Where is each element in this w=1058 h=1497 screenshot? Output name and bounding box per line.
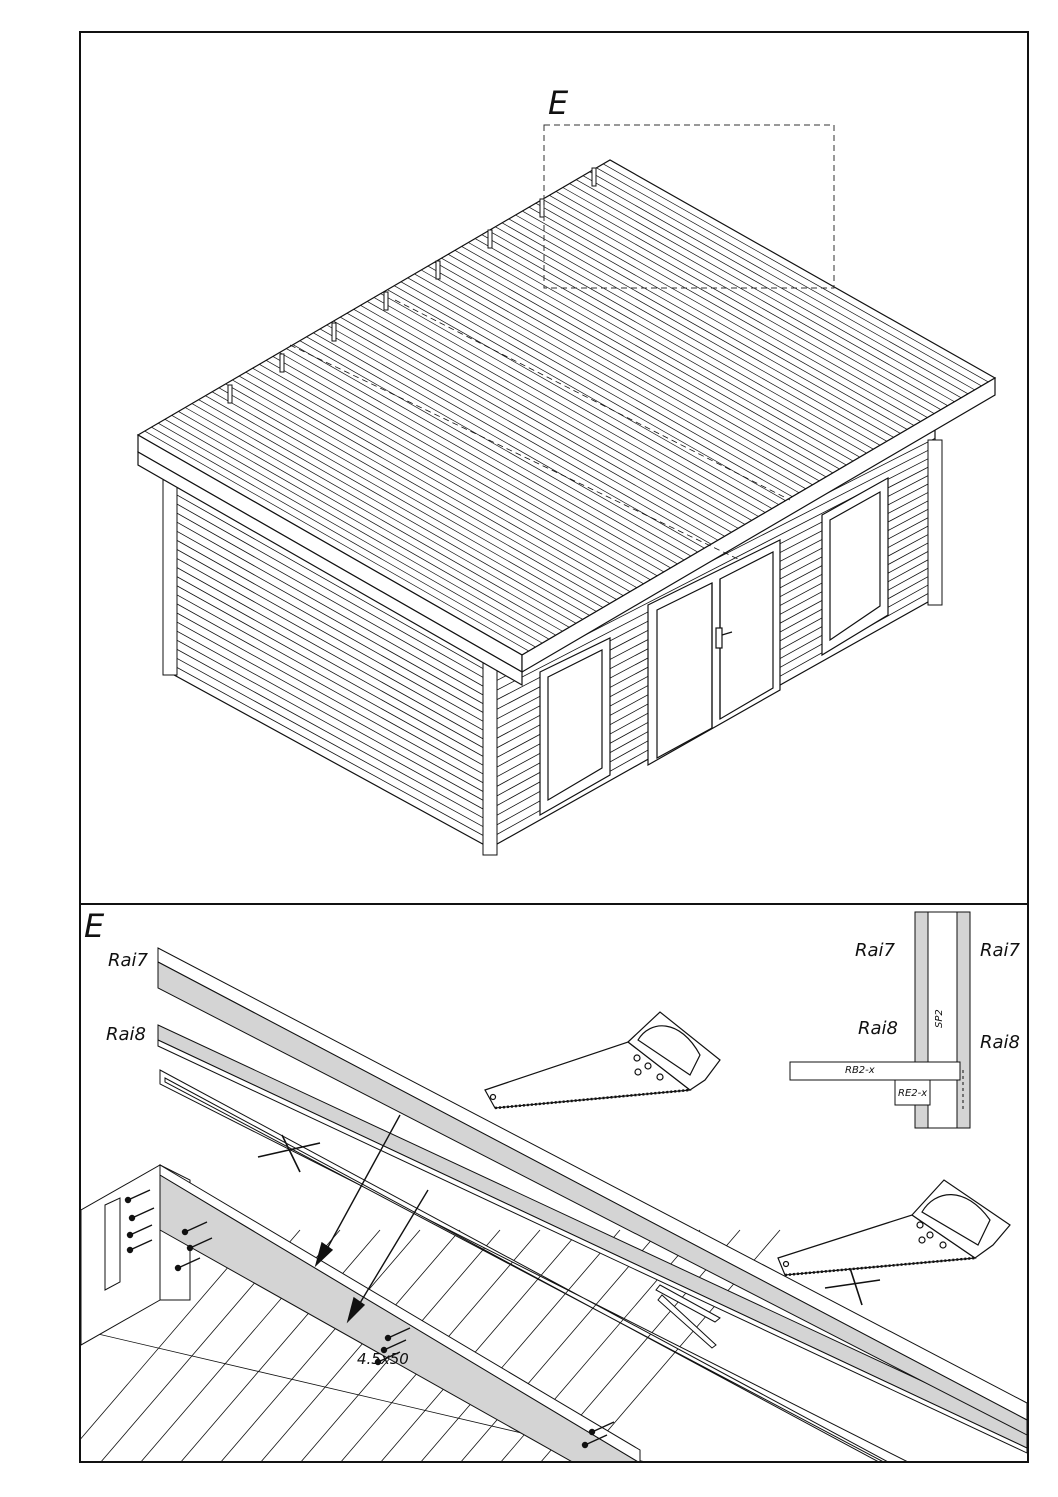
section-label-rai8-right: Rai8 [980, 1032, 1020, 1053]
saw-icon [778, 1180, 1010, 1275]
label-rai8-left: Rai8 [106, 1024, 146, 1045]
section-label-rb2: RB2-x [845, 1065, 875, 1076]
label-rai7-left: Rai7 [108, 950, 148, 971]
saw-icon [485, 1012, 720, 1108]
detail-title: E [84, 907, 105, 945]
section-label-sp2: SP2 [934, 1009, 945, 1028]
section-label-rai7-left: Rai7 [855, 940, 895, 961]
section-label-re2: RE2-x [898, 1088, 928, 1099]
section-label-rai8-left: Rai8 [858, 1018, 898, 1039]
section-label-rai7-right: Rai7 [980, 940, 1020, 961]
screw-size-label: 4.5x50 [357, 1350, 409, 1368]
detail-marker: E [548, 84, 569, 122]
